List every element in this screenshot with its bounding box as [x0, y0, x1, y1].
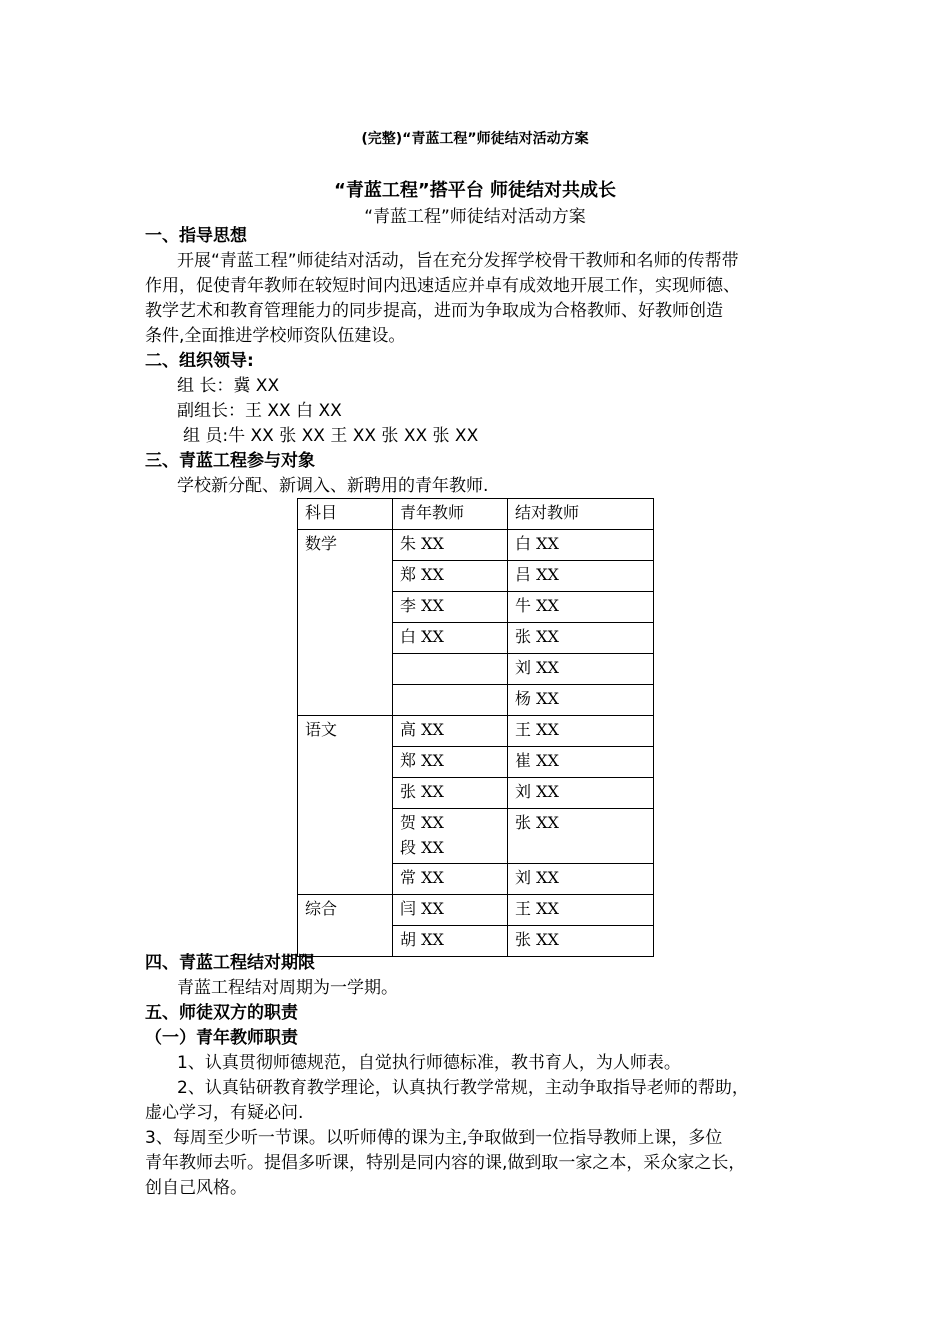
section-1-line-1: 开展“青蓝工程”师徒结对活动，旨在充分发挥学校骨干教师和名师的传帮带	[177, 251, 739, 271]
young-teacher-name: 贺 XX	[400, 813, 444, 832]
section-4-heading: 四、青蓝工程结对期限	[145, 953, 315, 973]
section-1-line-2: 作用，促使青年教师在较短时间内迅速适应并卓有成效地开展工作，实现师德、	[145, 276, 740, 296]
mentor-cell: 刘 XX	[508, 864, 654, 895]
table-row	[298, 530, 654, 561]
mentor-cell: 王 XX	[508, 716, 654, 747]
young-teacher-cell: 白 XX	[393, 623, 508, 654]
table-header: 结对教师	[508, 499, 654, 530]
mentor-cell: 崔 XX	[508, 747, 654, 778]
young-teacher-cell: 闫 XX	[393, 895, 508, 926]
duty-item-2-line-1: 2、认真钻研教育教学理论，认真执行教学常规，主动争取指导老师的帮助，	[177, 1078, 749, 1098]
group-members: 组 员:牛 XX 张 XX 王 XX 张 XX 张 XX	[183, 426, 479, 446]
mentor-cell: 刘 XX	[508, 654, 654, 685]
young-teacher-cell	[393, 809, 508, 864]
mentor-cell: 白 XX	[508, 530, 654, 561]
young-teacher-cell: 胡 XX	[393, 926, 508, 957]
section-2-heading: 二、组织领导:	[145, 351, 254, 371]
young-teacher-cell: 张 XX	[393, 778, 508, 809]
sub-title: “青蓝工程”师徒结对活动方案	[364, 207, 586, 227]
mentor-cell: 刘 XX	[508, 778, 654, 809]
duty-item-3-line-3: 创自己风格。	[145, 1178, 247, 1198]
mentor-cell: 牛 XX	[508, 592, 654, 623]
mentor-cell: 吕 XX	[508, 561, 654, 592]
young-teacher-cell	[393, 685, 508, 716]
mentor-cell: 张 XX	[508, 809, 654, 864]
section-5-heading: 五、师徒双方的职责	[145, 1003, 298, 1023]
duty-item-1: 1、认真贯彻师德规范，自觉执行师德标准，教书育人，为人师表。	[177, 1053, 681, 1073]
group-leader: 组 长：冀 XX	[177, 376, 280, 396]
duty-item-3-line-1: 3、每周至少听一节课。以听师傅的课为主,争取做到一位指导教师上课，多位	[145, 1128, 723, 1148]
table-row	[298, 895, 654, 926]
duty-item-2-line-2: 虚心学习，有疑必问.	[145, 1103, 304, 1123]
young-teacher-cell: 高 XX	[393, 716, 508, 747]
section-5-subheading: （一）青年教师职责	[145, 1028, 298, 1048]
section-1-line-3: 教学艺术和教育管理能力的同步提高，进而为争取成为合格教师、好教师创造	[145, 301, 723, 321]
young-teacher-cell: 朱 XX	[393, 530, 508, 561]
mentor-cell: 王 XX	[508, 895, 654, 926]
section-4-text: 青蓝工程结对周期为一学期。	[177, 978, 398, 998]
pairing-table	[297, 498, 654, 957]
main-title: “青蓝工程”搭平台 师徒结对共成长	[334, 180, 616, 201]
section-3-heading: 三、青蓝工程参与对象	[145, 451, 315, 471]
section-3-text: 学校新分配、新调入、新聘用的青年教师.	[177, 476, 489, 496]
table-header-row	[298, 499, 654, 530]
young-teacher-cell: 郑 XX	[393, 747, 508, 778]
mentor-cell: 张 XX	[508, 926, 654, 957]
table-header: 科目	[298, 499, 393, 530]
table-row	[298, 716, 654, 747]
mentor-cell: 杨 XX	[508, 685, 654, 716]
section-1-heading: 一、指导思想	[145, 226, 247, 246]
young-teacher-name: 段 XX	[400, 838, 444, 857]
table-header: 青年教师	[393, 499, 508, 530]
subject-cell: 综合	[298, 895, 393, 957]
young-teacher-cell: 常 XX	[393, 864, 508, 895]
young-teacher-cell: 郑 XX	[393, 561, 508, 592]
young-teacher-cell: 李 XX	[393, 592, 508, 623]
subject-cell: 语文	[298, 716, 393, 895]
document-title: (完整)“青蓝工程”师徒结对活动方案	[361, 131, 589, 147]
vice-leaders: 副组长：王 XX 白 XX	[177, 401, 342, 421]
duty-item-3-line-2: 青年教师去听。提倡多听课，特别是同内容的课,做到取一家之本，采众家之长，	[145, 1153, 746, 1173]
section-1-line-4: 条件,全面推进学校师资队伍建设。	[145, 326, 406, 346]
young-teacher-cell	[393, 654, 508, 685]
mentor-cell: 张 XX	[508, 623, 654, 654]
subject-cell: 数学	[298, 530, 393, 716]
